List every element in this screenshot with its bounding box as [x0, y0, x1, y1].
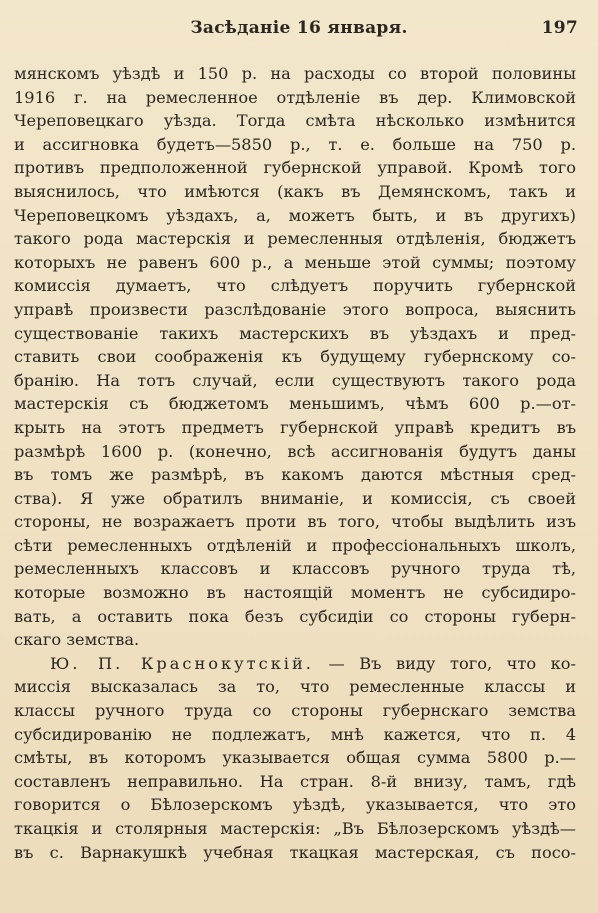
- speech-line: миссія высказалась за то, что ремесленные классы и: [14, 677, 576, 697]
- speech-opening: — Въ виду того, что ко-: [328, 653, 576, 673]
- text-line: ставить свои соображенія къ будущему губернскому со-: [14, 347, 576, 367]
- text-line: стороны, не возражаетъ проти въ того, чтобы выдѣлить изъ: [14, 512, 576, 532]
- text-line: мастерскія съ бюджетомъ меньшимъ, чѣмъ 600 р.—от-: [14, 394, 576, 414]
- text-line: въ томъ же размѣрѣ, въ какомъ даются мѣстныя сред-: [14, 465, 576, 485]
- text-line: выяснилось, что имѣются (какъ въ Демянскомъ, такъ и: [14, 181, 576, 201]
- text-line: Череповецкаго уѣзда. Тогда смѣта нѣсколько измѣнится: [14, 111, 576, 131]
- running-header: [14, 18, 584, 42]
- body-text: [14, 62, 576, 864]
- speaker-name: Ю. П. Краснокутскій.: [50, 653, 314, 673]
- text-line: и ассигновка будетъ—5850 р., т. е. больше на 750 р.: [14, 134, 576, 154]
- text-line: противъ предположенной губернской управой. Кромѣ того: [14, 158, 576, 178]
- text-line: скаго земства.: [14, 630, 140, 650]
- header-title: Засѣданіе 16 января.: [190, 18, 408, 38]
- text-line: управѣ произвести разслѣдованіе этого вопроса, выяснить: [14, 299, 576, 319]
- speech-line: субсидированію не подлежатъ, мнѣ кажется, что п. 4: [14, 724, 576, 744]
- text-line: которые возможно въ настоящій моментъ не субсидиро-: [14, 583, 576, 603]
- page-number: 197: [541, 18, 578, 38]
- text-line: такого рода мастерскія и ремесленныя отдѣленія, бюджетъ: [14, 229, 576, 249]
- speech-line: въ с. Варнакушкѣ учебная ткацкая мастерская, съ посо-: [14, 842, 576, 862]
- speech-first-line: [14, 652, 576, 676]
- text-line: крыть на этотъ предметъ губернской управѣ кредитъ въ: [14, 417, 576, 437]
- text-line: ремесленныхъ классовъ и классовъ ручного труда тѣ,: [14, 559, 576, 579]
- speech-line: смѣты, въ которомъ указывается общая сумма 5800 р.—: [14, 748, 576, 768]
- text-line: мянскомъ уѣздѣ и 150 р. на расходы со второй половины: [14, 64, 576, 83]
- text-line: комиссія думаетъ, что слѣдуетъ поручить губернской: [14, 276, 576, 296]
- text-line: существованіе такихъ мастерскихъ въ уѣздахъ и пред-: [14, 323, 576, 343]
- text-line: которыхъ не равенъ 600 р., а меньше этой суммы; поэтому: [14, 252, 576, 272]
- text-line: бранію. На тотъ случай, если существуютъ такого рода: [14, 370, 576, 390]
- speech-line: классы ручного труда со стороны губернскаго земства: [14, 701, 576, 721]
- speech-line: составленъ неправильно. На стран. 8-й внизу, тамъ, гдѣ: [14, 771, 576, 791]
- text-line: размѣрѣ 1600 р. (конечно, всѣ ассигнованія будутъ даны: [14, 441, 576, 461]
- text-line: Череповецкомъ уѣздахъ, а, можетъ быть, и въ другихъ): [14, 205, 576, 225]
- text-line: вать, а оставить пока безъ субсидіи со стороны губерн-: [14, 606, 576, 626]
- speech-line: говорится о Бѣлозерскомъ уѣздѣ, указывается, что это: [14, 795, 576, 815]
- speech-line: ткацкія и столярныя мастерскія: „Въ Бѣлозерскомъ уѣздѣ—: [14, 819, 576, 838]
- text-line: ства). Я уже обратилъ вниманіе, и комиссія, съ своей: [14, 488, 576, 508]
- text-line: 1916 г. на ремесленное отдѣленіе въ дер. Климовской: [14, 87, 576, 107]
- text-line: сѣти ремесленныхъ отдѣленій и профессіональныхъ школъ,: [14, 535, 576, 555]
